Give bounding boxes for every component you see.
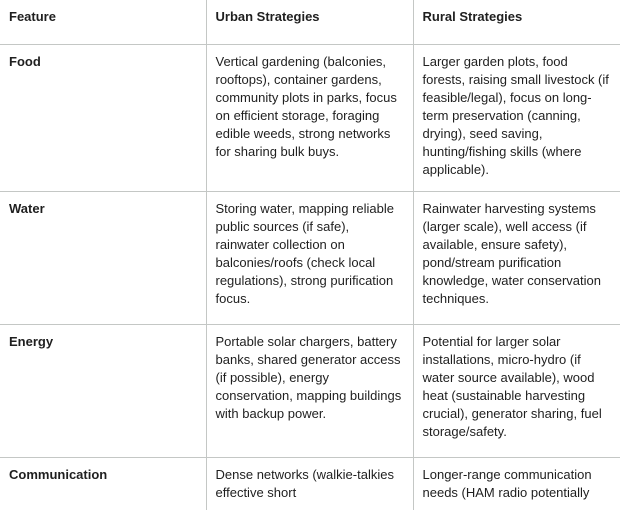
feature-cell: Water [0, 192, 206, 325]
urban-cell: Portable solar chargers, battery banks, shared generator access (if possible), energy conservation, mapping buildings with backup power. [206, 325, 413, 458]
header-row [0, 0, 620, 45]
urban-cell: Dense networks (walkie-talkies effective short [206, 458, 413, 510]
rural-cell: Rainwater harvesting systems (larger scale), well access (if available, ensure safety), pond/stream purification knowledge, water conservation techniques. [413, 192, 620, 325]
column-header-urban: Urban Strategies [206, 0, 413, 45]
urban-cell: Storing water, mapping reliable public sources (if safe), rainwater collection on balconies/roofs (check local regulations), strong purification focus. [206, 192, 413, 325]
rural-cell: Longer-range communication needs (HAM radio potentially [413, 458, 620, 510]
urban-cell: Vertical gardening (balconies, rooftops), container gardens, community plots in parks, focus on efficient storage, foraging edible weeds, strong networks for sharing bulk buys. [206, 45, 413, 192]
table-row [0, 192, 620, 325]
column-header-rural: Rural Strategies [413, 0, 620, 45]
feature-cell: Energy [0, 325, 206, 458]
rural-cell: Larger garden plots, food forests, raising small livestock (if feasible/legal), focus on long-term preservation (canning, drying), seed saving, hunting/fishing skills (where applicable). [413, 45, 620, 192]
table-row [0, 325, 620, 458]
rural-cell: Potential for larger solar installations, micro-hydro (if water source available), wood heat (sustainable harvesting crucial), generator sharing, fuel storage/safety. [413, 325, 620, 458]
table-row [0, 458, 620, 510]
column-header-feature: Feature [0, 0, 206, 45]
feature-cell: Food [0, 45, 206, 192]
table-row [0, 45, 620, 192]
feature-cell: Communication [0, 458, 206, 510]
